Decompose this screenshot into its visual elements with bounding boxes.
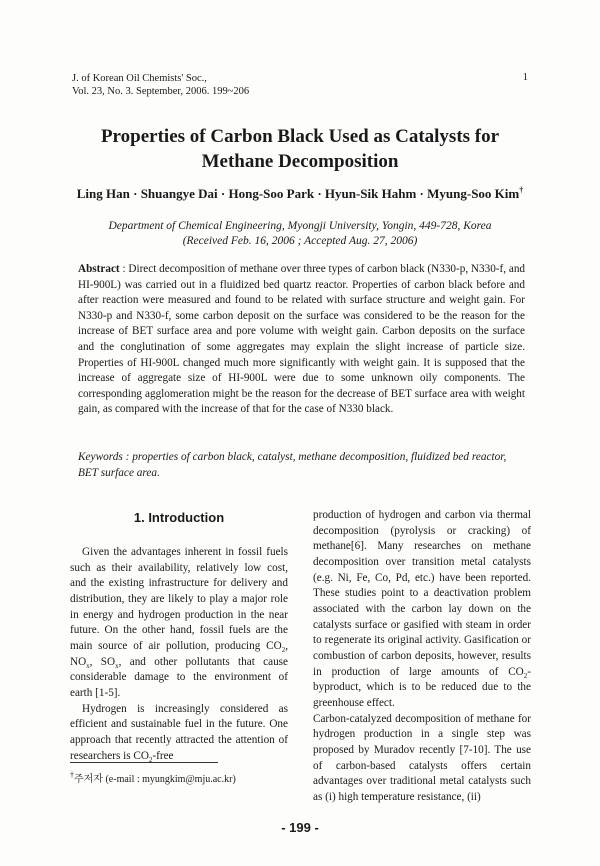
footnote (70, 770, 236, 785)
intro-p1-c: , SO (89, 655, 116, 668)
intro-p2-a: Hydrogen is increasingly considered as efficient and sustainable fuel in the future. One approach that recently attracted the attention of researchers is CO (70, 702, 288, 762)
intro-paragraph-1 (70, 545, 288, 702)
intro-paragraph-3 (313, 508, 531, 712)
intro-paragraph-4 (313, 712, 531, 806)
abstract-text: : Direct decomposition of methane over three types of carbon black (N330-p, N330-f, and HI-900L) was carried out in a fluidized bed quartz reactor. Properties of carbon black before and after reaction were measured and found to be related with surface structure and weight gain. For N330-p and N330-f, some carbon deposit on the surface was considered to be the reason for the increase of BET surface area and pore volume with weight gain. Carbon deposits on the surface and the conglutination of some aggregates may explain the slight increase of particle size. Properties of HI-900L changed much more significantly with weight gain. It is supposed that the increase of aggregate size of HI-900L were due to some unknown oily components. The corresponding agglomeration might be the reason for the decrease of BET surface area with weight gain, as compared with the increase of that for the case of N330 black. (78, 263, 526, 416)
received-dates: (Received Feb. 16, 2006 ; Accepted Aug. 27, 2006) (182, 235, 418, 247)
intro-paragraph-2 (70, 702, 288, 765)
abstract (78, 262, 525, 418)
corresponding-author-mark: † (519, 185, 524, 195)
footnote-text: 주저자 (e-mail : myungkim@mju.ac.kr) (74, 774, 236, 785)
keywords-label: Keywords : (78, 451, 130, 463)
subscript: x (115, 661, 119, 670)
intro-p3-end: -byproduct, which is to be reduced due to the greenhouse effect. (313, 665, 531, 709)
subscript: 2 (148, 755, 153, 764)
journal-header (72, 72, 249, 98)
subscript: x (86, 661, 90, 670)
footer-page-number: - 199 - (281, 820, 319, 835)
intro-p1-a: Given the advantages inherent in fossil fuels such as their availability, relatively low cost, and the existing infrastructure for delivery and distribution, they are likely to play a major role in energy and hydrogen production in the near future. On the other hand, fossil fuels are the main source of air pollution, producing CO (70, 546, 288, 652)
section-heading-introduction: 1. Introduction (133, 510, 225, 525)
title-line-2: Methane Decomposition (201, 151, 399, 172)
intro-p1-d: , and other pollutants that cause considerable damage to the environment of earth [1-5]. (70, 655, 288, 699)
intro-p1-b: , NO (70, 639, 288, 668)
intro-p2-b: -free (152, 749, 174, 762)
paper-title (60, 124, 540, 174)
left-column (70, 545, 288, 764)
abstract-label: Abstract (78, 263, 120, 275)
subscript: 2 (281, 646, 286, 655)
journal-line-1: J. of Korean Oil Chemists' Soc., (72, 73, 207, 84)
right-column (313, 508, 531, 805)
subscript: 2 (523, 671, 528, 680)
journal-line-2: Vol. 23, No. 3. September, 2006. 199~206 (72, 86, 250, 97)
authors-text: Ling Han · Shuangye Dai · Hong-Soo Park · Hyun-Sik Hahm · Myung-Soo Kim (76, 186, 520, 201)
intro-p3: production of hydrogen and carbon via thermal decomposition (pyrolysis or cracking) of methane[6]. Many researches on methane decomposition over transition metal catalysts (e.g. Ni, Fe, Co, Pd, etc.) have been reported. These studies point to a deactivation problem associated with the carbon lay down on the catalysts surface or gasified with steam in order to regenerate its original activity. Gasification or combustion of carbon deposits, however, results in production of large amounts of CO (313, 509, 531, 678)
intro-p4: Carbon-catalyzed decomposition of methane for hydrogen production in a single step was proposed by Muradov recently [7-10]. The use of carbon-based catalysts offers certain advantages over traditional metal catalysts such as (i) high temperature resistance, (ii) (313, 712, 531, 803)
affiliation-block (60, 219, 540, 249)
footnote-mark: † (70, 770, 74, 780)
title-line-1: Properties of Carbon Black Used as Catalysts for (100, 126, 500, 147)
top-page-number: 1 (522, 72, 528, 83)
keywords-text: properties of carbon black, catalyst, methane decomposition, fluidized bed reactor, BET surface area. (78, 451, 507, 479)
keywords (78, 450, 525, 481)
author-list (60, 186, 540, 202)
footnote-divider (70, 762, 218, 763)
affiliation: Department of Chemical Engineering, Myongji University, Yongin, 449-728, Korea (108, 220, 492, 232)
